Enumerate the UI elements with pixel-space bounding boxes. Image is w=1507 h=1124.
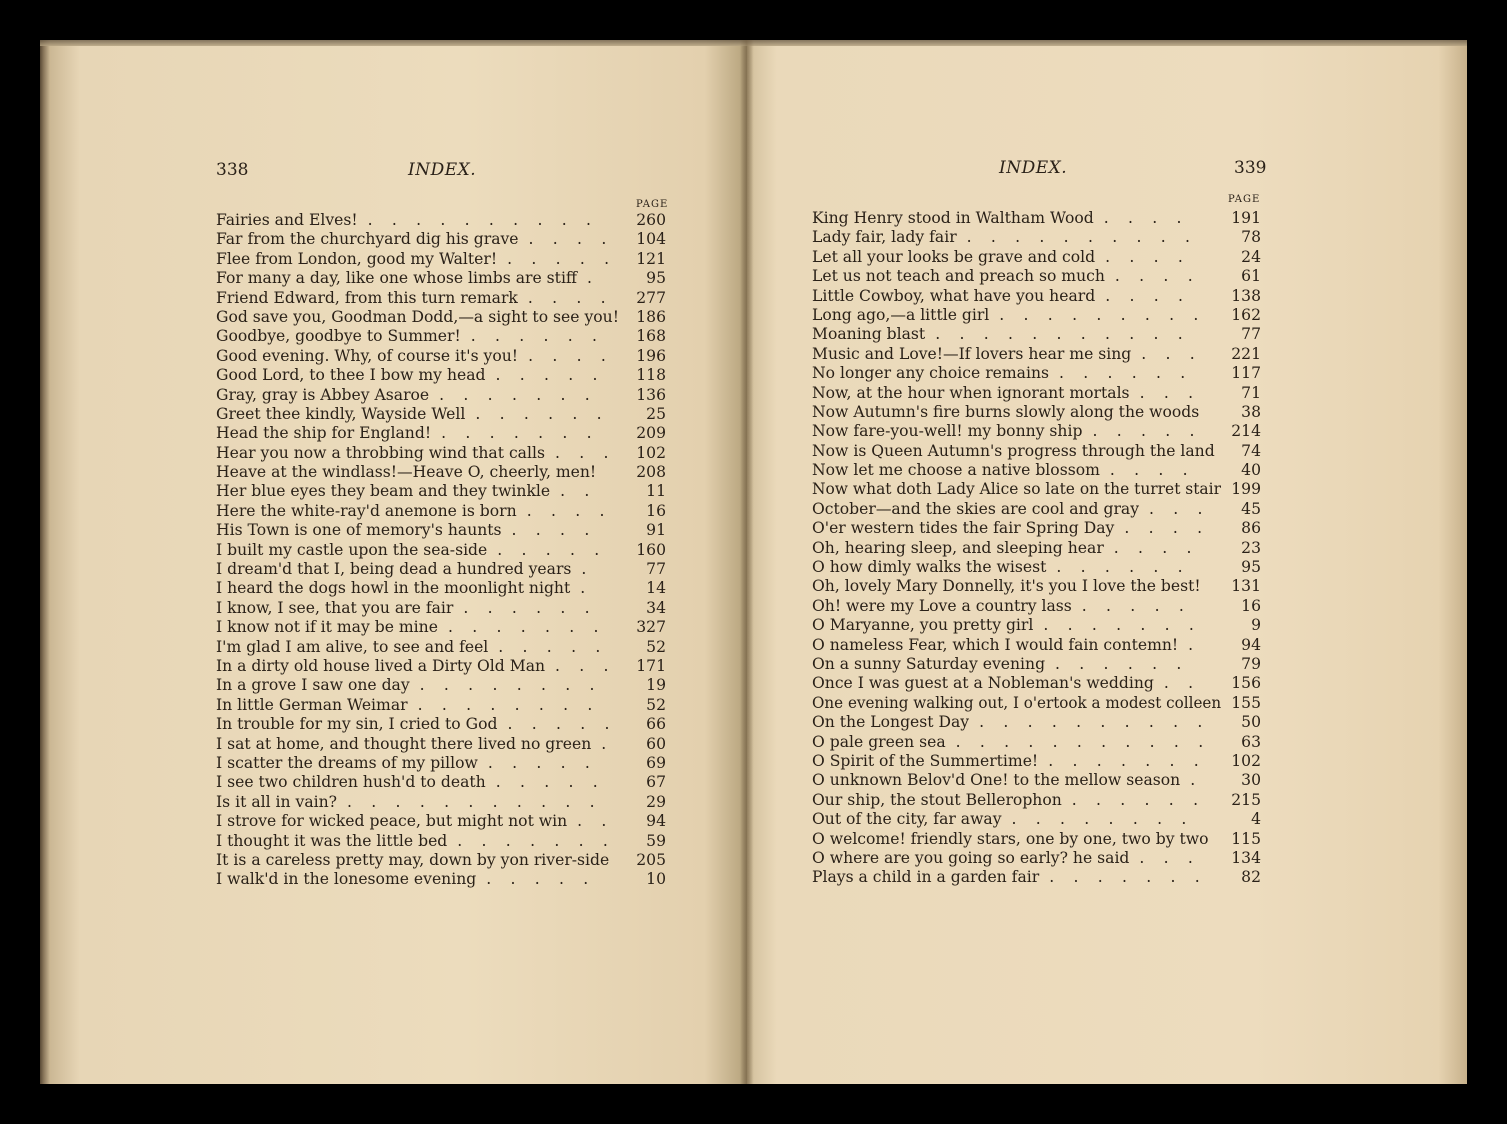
entry-title: Greet thee kindly, Wayside Well [216, 404, 466, 423]
page-number: 339 [1234, 158, 1267, 178]
entry-title: Moaning blast [812, 325, 926, 344]
entry-title: God save you, Goodman Dodd,—a sight to see you! [216, 307, 619, 326]
dot-leader: ...... [1071, 790, 1218, 809]
entry-title: I know not if it may be mine [216, 618, 438, 637]
dot-leader: . [587, 269, 612, 288]
entry-page-number: 260 [636, 211, 666, 229]
entry-page-number: 191 [1231, 209, 1261, 227]
index-entry [216, 560, 666, 579]
open-book [40, 40, 1467, 1084]
entry-page-number: 66 [646, 715, 666, 734]
entry-title: I'm glad I am alive, to see and feel [216, 637, 489, 656]
entry-title: Once I was guest at a Nobleman's wedding [812, 674, 1154, 693]
index-entry [216, 250, 666, 269]
dot-leader: .... [1109, 461, 1207, 480]
entry-title: O'er western tides the fair Spring Day [812, 519, 1115, 538]
dot-leader: .... [528, 346, 626, 365]
dot-leader: ....... [457, 831, 628, 850]
dot-leader: ......... [999, 305, 1218, 324]
entry-page-number: 209 [636, 424, 666, 443]
index-entry [216, 541, 666, 560]
entry-title: Fairies and Elves! [216, 211, 358, 229]
index-entry [216, 463, 666, 482]
index-list [216, 211, 666, 890]
dot-leader: ........... [955, 732, 1223, 751]
entry-title: On a sunny Saturday evening [812, 654, 1046, 673]
entry-title: O where are you going so early? he said [812, 848, 1130, 867]
dot-leader: ....... [1043, 616, 1214, 635]
entry-title: In little German Weimar [216, 695, 408, 714]
index-entry [216, 444, 666, 463]
entry-title: Now Autumn's fire burns slowly along the woods [812, 402, 1200, 421]
index-entry [216, 230, 666, 249]
index-entry [812, 655, 1261, 674]
entry-title: October—and the skies are cool and gray [812, 499, 1140, 518]
index-entry [812, 403, 1261, 422]
entry-title: Oh, lovely Mary Donnelly, it's you I love the best! [812, 577, 1201, 596]
entry-page-number: 16 [1241, 596, 1261, 615]
dot-leader: ....... [441, 424, 611, 443]
index-entry [216, 289, 666, 308]
entry-title: Now, at the hour when ignorant mortals [812, 383, 1130, 402]
index-entry [812, 209, 1261, 228]
dot-leader: . [1188, 635, 1213, 654]
entry-page-number: 50 [1241, 713, 1261, 732]
dot-leader: ..... [495, 366, 617, 385]
index-entry [216, 405, 666, 424]
index-entry [216, 366, 666, 385]
dot-leader: ..... [486, 870, 608, 889]
entry-page-number: 61 [1241, 267, 1261, 286]
dot-leader: .. [560, 482, 609, 501]
entry-title: Out of the city, far away [812, 810, 1002, 829]
entry-title: His Town is one of memory's haunts [216, 521, 502, 540]
entry-page-number: 45 [1241, 499, 1261, 518]
index-entry [812, 597, 1261, 616]
entry-title: One evening walking out, I o'ertook a modest colleen [812, 693, 1222, 712]
entry-title: Good evening. Why, of course it's you! [216, 346, 519, 365]
entry-title: I sat at home, and thought there lived no green [216, 734, 592, 753]
entry-page-number: 196 [636, 346, 666, 365]
index-entry [216, 502, 666, 521]
entry-title: Here the white-ray'd anemone is born [216, 501, 517, 520]
entry-page-number: 38 [1241, 402, 1261, 421]
index-entry [216, 521, 666, 540]
entry-title: Lady fair, lady fair [812, 228, 957, 247]
index-entry [216, 676, 666, 695]
index-entry [812, 500, 1261, 519]
entry-title: I built my castle upon the sea-side [216, 540, 488, 559]
index-entry [812, 558, 1261, 577]
entry-page-number: 115 [1231, 829, 1261, 848]
book-gutter [740, 40, 754, 1084]
dot-leader: ...... [475, 404, 621, 423]
dot-leader: ..... [507, 249, 629, 268]
entry-title: Oh! were my Love a country lass [812, 596, 1072, 615]
entry-title: O pale green sea [812, 732, 946, 751]
dot-leader: ...... [463, 598, 609, 617]
entry-page-number: 52 [646, 637, 666, 656]
entry-page-number: 10 [646, 870, 666, 889]
dot-leader: ...... [1056, 558, 1202, 577]
entry-page-number: 168 [636, 327, 666, 346]
index-entry [216, 424, 666, 443]
entry-title: Is it all in vain? [216, 792, 338, 811]
running-head: INDEX. [999, 158, 1068, 178]
index-entry [812, 752, 1261, 771]
entry-page-number: 327 [636, 618, 666, 637]
dot-leader: .......... [367, 211, 611, 229]
page-column-label: PAGE [636, 199, 669, 210]
index-entry [216, 832, 666, 851]
entry-page-number: 131 [1231, 577, 1261, 596]
index-entry [216, 269, 666, 288]
entry-page-number: 215 [1231, 790, 1261, 809]
index-entry [812, 539, 1261, 558]
entry-title: For many a day, like one whose limbs are stiff [216, 269, 578, 288]
dot-leader: ........ [1011, 810, 1206, 829]
right-page [747, 40, 1467, 1084]
entry-page-number: 82 [1241, 868, 1261, 887]
entry-page-number: 16 [646, 501, 666, 520]
index-entry [216, 851, 666, 870]
dot-leader: .... [1103, 209, 1201, 227]
entry-title: I know, I see, that you are fair [216, 598, 454, 617]
index-entry [216, 812, 666, 831]
index-entry [812, 364, 1261, 383]
entry-page-number: 186 [636, 307, 666, 326]
dot-leader: .... [526, 501, 624, 520]
entry-page-number: 59 [646, 831, 666, 850]
dot-leader: .... [1113, 538, 1211, 557]
dot-leader: ..... [497, 540, 619, 559]
entry-title: O Maryanne, you pretty girl [812, 616, 1034, 635]
index-entry [812, 442, 1261, 461]
dot-leader: .......... [979, 713, 1222, 732]
index-entry [216, 638, 666, 657]
entry-page-number: 162 [1231, 305, 1261, 324]
entry-page-number: 9 [1251, 616, 1261, 635]
index-entry [216, 773, 666, 792]
entry-title: It is a careless pretty may, down by yon river-side [216, 850, 610, 869]
entry-page-number: 74 [1241, 441, 1261, 460]
entry-page-number: 104 [636, 230, 666, 249]
entry-page-number: 69 [646, 753, 666, 772]
index-entry [812, 868, 1261, 887]
index-entry [216, 482, 666, 501]
entry-page-number: 40 [1241, 461, 1261, 480]
entry-title: O how dimly walks the wisest [812, 558, 1047, 577]
entry-page-number: 95 [646, 269, 666, 288]
entry-page-number: 205 [636, 850, 666, 869]
entry-page-number: 78 [1241, 228, 1261, 247]
dot-leader: .. [577, 812, 626, 831]
entry-title: I walk'd in the lonesome evening [216, 870, 477, 889]
entry-title: Let us not teach and preach so much [812, 267, 1105, 286]
index-entry [216, 579, 666, 598]
entry-title: I heard the dogs howl in the moonlight night [216, 579, 571, 598]
index-entry [812, 325, 1261, 344]
entry-title: Music and Love!—If lovers hear me sing [812, 344, 1132, 363]
entry-page-number: 63 [1241, 732, 1261, 751]
entry-page-number: 117 [1231, 364, 1261, 383]
dot-leader: .... [1124, 519, 1222, 538]
entry-page-number: 134 [1231, 848, 1261, 867]
index-list [812, 209, 1261, 888]
entry-page-number: 19 [646, 676, 666, 695]
index-entry [216, 793, 666, 812]
entry-title: Friend Edward, from this turn remark [216, 288, 518, 307]
entry-title: I dream'd that I, being dead a hundred years [216, 560, 572, 579]
entry-title: Now fare-you-well! my bonny ship [812, 422, 1083, 441]
dot-leader: ..... [495, 773, 617, 792]
entry-page-number: 102 [1231, 751, 1261, 770]
entry-title: Now is Queen Autumn's progress through the land [812, 441, 1215, 460]
entry-page-number: 24 [1241, 247, 1261, 266]
index-entry [812, 849, 1261, 868]
index-entry [812, 713, 1261, 732]
entry-title: Hear you now a throbbing wind that calls [216, 443, 545, 462]
index-entry [216, 696, 666, 715]
index-entry [812, 733, 1261, 752]
index-entry [812, 267, 1261, 286]
entry-title: I scatter the dreams of my pillow [216, 753, 478, 772]
dot-leader: . [1190, 771, 1215, 790]
dot-leader: ....... [447, 618, 618, 637]
entry-title: Now let me choose a native blossom [812, 461, 1100, 480]
entry-title: Good Lord, to thee I bow my head [216, 366, 486, 385]
entry-title: Goodbye, goodbye to Summer! [216, 327, 461, 346]
dot-leader: ... [1141, 344, 1215, 363]
entry-page-number: 86 [1241, 519, 1261, 538]
entry-title: In trouble for my sin, I cried to God [216, 715, 498, 734]
entry-title: On the Longest Day [812, 713, 970, 732]
page-number: 338 [216, 160, 249, 180]
entry-page-number: 118 [636, 366, 666, 385]
dot-leader: ..... [1092, 422, 1214, 441]
entry-title: Heave at the windlass!—Heave O, cheerly, men! [216, 463, 597, 482]
dot-leader: .. [1163, 674, 1213, 693]
entry-page-number: 34 [646, 598, 666, 617]
dot-leader: .......... [966, 228, 1210, 247]
dot-leader: . [580, 579, 605, 598]
entry-page-number: 121 [636, 249, 666, 268]
entry-page-number: 4 [1251, 810, 1261, 829]
entry-title: Now what doth Lady Alice so late on the turret stair [812, 480, 1221, 499]
index-entry [812, 480, 1261, 499]
entry-title: Flee from London, good my Walter! [216, 249, 498, 268]
index-entry [812, 616, 1261, 635]
entry-page-number: 136 [636, 385, 666, 404]
entry-page-number: 95 [1241, 558, 1261, 577]
index-entry [812, 384, 1261, 403]
dot-leader: .... [1105, 286, 1203, 305]
index-entry [216, 327, 666, 346]
dot-leader: ...... [470, 327, 617, 346]
entry-page-number: 52 [646, 695, 666, 714]
entry-page-number: 67 [646, 773, 666, 792]
dot-leader: ....... [1048, 751, 1218, 770]
entry-page-number: 29 [646, 792, 666, 811]
entry-title: Our ship, the stout Bellerophon [812, 790, 1062, 809]
dot-leader: ........... [935, 325, 1203, 344]
index-entry [216, 308, 666, 327]
index-entry [216, 870, 666, 889]
entry-title: Gray, gray is Abbey Asaroe [216, 385, 430, 404]
running-head: INDEX. [408, 160, 477, 180]
index-entry [812, 791, 1261, 810]
dot-leader: ..... [487, 753, 610, 772]
entry-title: O unknown Belov'd One! to the mellow season [812, 771, 1181, 790]
entry-page-number: 94 [646, 812, 666, 831]
dot-leader: ..... [498, 637, 620, 656]
index-entry [812, 577, 1261, 596]
index-entry [812, 810, 1261, 829]
entry-title: In a grove I saw one day [216, 676, 410, 695]
dot-leader: ...... [1055, 654, 1201, 673]
dot-leader: ..... [1081, 596, 1204, 615]
entry-page-number: 171 [636, 656, 666, 675]
dot-leader: .... [1114, 267, 1212, 286]
index-entry [812, 228, 1261, 247]
left-page [40, 40, 747, 1084]
dot-leader: .... [527, 288, 625, 307]
entry-page-number: 79 [1241, 654, 1261, 673]
entry-page-number: 102 [636, 443, 666, 462]
entry-page-number: 23 [1241, 538, 1261, 557]
entry-page-number: 214 [1231, 422, 1261, 441]
dot-leader: ........ [417, 695, 612, 714]
index-entry [812, 306, 1261, 325]
entry-title: King Henry stood in Waltham Wood [812, 209, 1094, 227]
entry-page-number: 156 [1231, 674, 1261, 693]
entry-title: I see two children hush'd to death [216, 773, 486, 792]
entry-page-number: 14 [646, 579, 666, 598]
entry-title: Long ago,—a little girl [812, 305, 990, 324]
index-entry [812, 636, 1261, 655]
entry-page-number: 71 [1241, 383, 1261, 402]
entry-title: O Spirit of the Summertime! [812, 751, 1039, 770]
entry-page-number: 11 [646, 482, 666, 501]
index-entry [812, 694, 1261, 713]
dot-leader: . [601, 734, 626, 753]
index-entry [812, 287, 1261, 306]
entry-page-number: 208 [636, 463, 666, 482]
page-column-label: PAGE [1228, 194, 1261, 205]
entry-page-number: 91 [646, 521, 666, 540]
index-entry [812, 674, 1261, 693]
index-entry [812, 461, 1261, 480]
dot-leader: ... [1139, 848, 1213, 867]
dot-leader: .... [528, 230, 626, 249]
index-entry [216, 754, 666, 773]
entry-page-number: 221 [1231, 344, 1261, 363]
dot-leader: ....... [439, 385, 609, 404]
entry-page-number: 160 [636, 540, 666, 559]
entry-title: Far from the churchyard dig his grave [216, 230, 519, 249]
entry-page-number: 30 [1241, 771, 1261, 790]
dot-leader: ... [554, 443, 628, 462]
entry-title: Her blue eyes they beam and they twinkle [216, 482, 551, 501]
entry-page-number: 277 [636, 288, 666, 307]
entry-page-number: 94 [1241, 635, 1261, 654]
dot-leader: .... [1105, 247, 1203, 266]
entry-page-number: 199 [1231, 480, 1261, 499]
index-entry [812, 422, 1261, 441]
dot-leader: ....... [1049, 868, 1219, 887]
entry-title: Let all your looks be grave and cold [812, 247, 1096, 266]
dot-leader: ...... [1059, 364, 1205, 383]
index-entry [216, 386, 666, 405]
index-entry [216, 599, 666, 618]
dot-leader: ... [1139, 383, 1213, 402]
index-entry [812, 248, 1261, 267]
entry-page-number: 138 [1231, 286, 1261, 305]
entry-page-number: 155 [1231, 693, 1261, 712]
entry-title: O welcome! friendly stars, one by one, two by two [812, 829, 1209, 848]
dot-leader: ..... [507, 715, 629, 734]
index-entry [812, 771, 1261, 790]
entry-title: Head the ship for England! [216, 424, 432, 443]
dot-leader: .... [511, 521, 609, 540]
index-entry [216, 347, 666, 366]
index-entry [812, 519, 1261, 538]
entry-page-number: 77 [646, 560, 666, 579]
index-entry [216, 657, 666, 676]
index-entry [216, 735, 666, 754]
dot-leader: ........ [419, 676, 614, 695]
entry-title: Little Cowboy, what have you heard [812, 286, 1096, 305]
index-entry [216, 618, 666, 637]
index-entry [812, 830, 1261, 849]
entry-page-number: 25 [646, 404, 666, 423]
entry-title: Oh, hearing sleep, and sleeping hear [812, 538, 1104, 557]
dot-leader: . [581, 560, 606, 579]
entry-title: I thought it was the little bed [216, 831, 448, 850]
dot-leader: ........... [347, 792, 614, 811]
entry-title: No longer any choice remains [812, 364, 1050, 383]
dot-leader: ... [555, 656, 628, 675]
index-entry [216, 715, 666, 734]
dot-leader: ... [1149, 499, 1222, 518]
entry-title: In a dirty old house lived a Dirty Old Man [216, 656, 546, 675]
entry-page-number: 77 [1241, 325, 1261, 344]
index-entry [812, 345, 1261, 364]
entry-title: Plays a child in a garden fair [812, 868, 1040, 887]
entry-title: O nameless Fear, which I would fain contemn! [812, 635, 1179, 654]
entry-page-number: 60 [646, 734, 666, 753]
index-entry [216, 211, 666, 230]
entry-title: I strove for wicked peace, but might not win [216, 812, 568, 831]
